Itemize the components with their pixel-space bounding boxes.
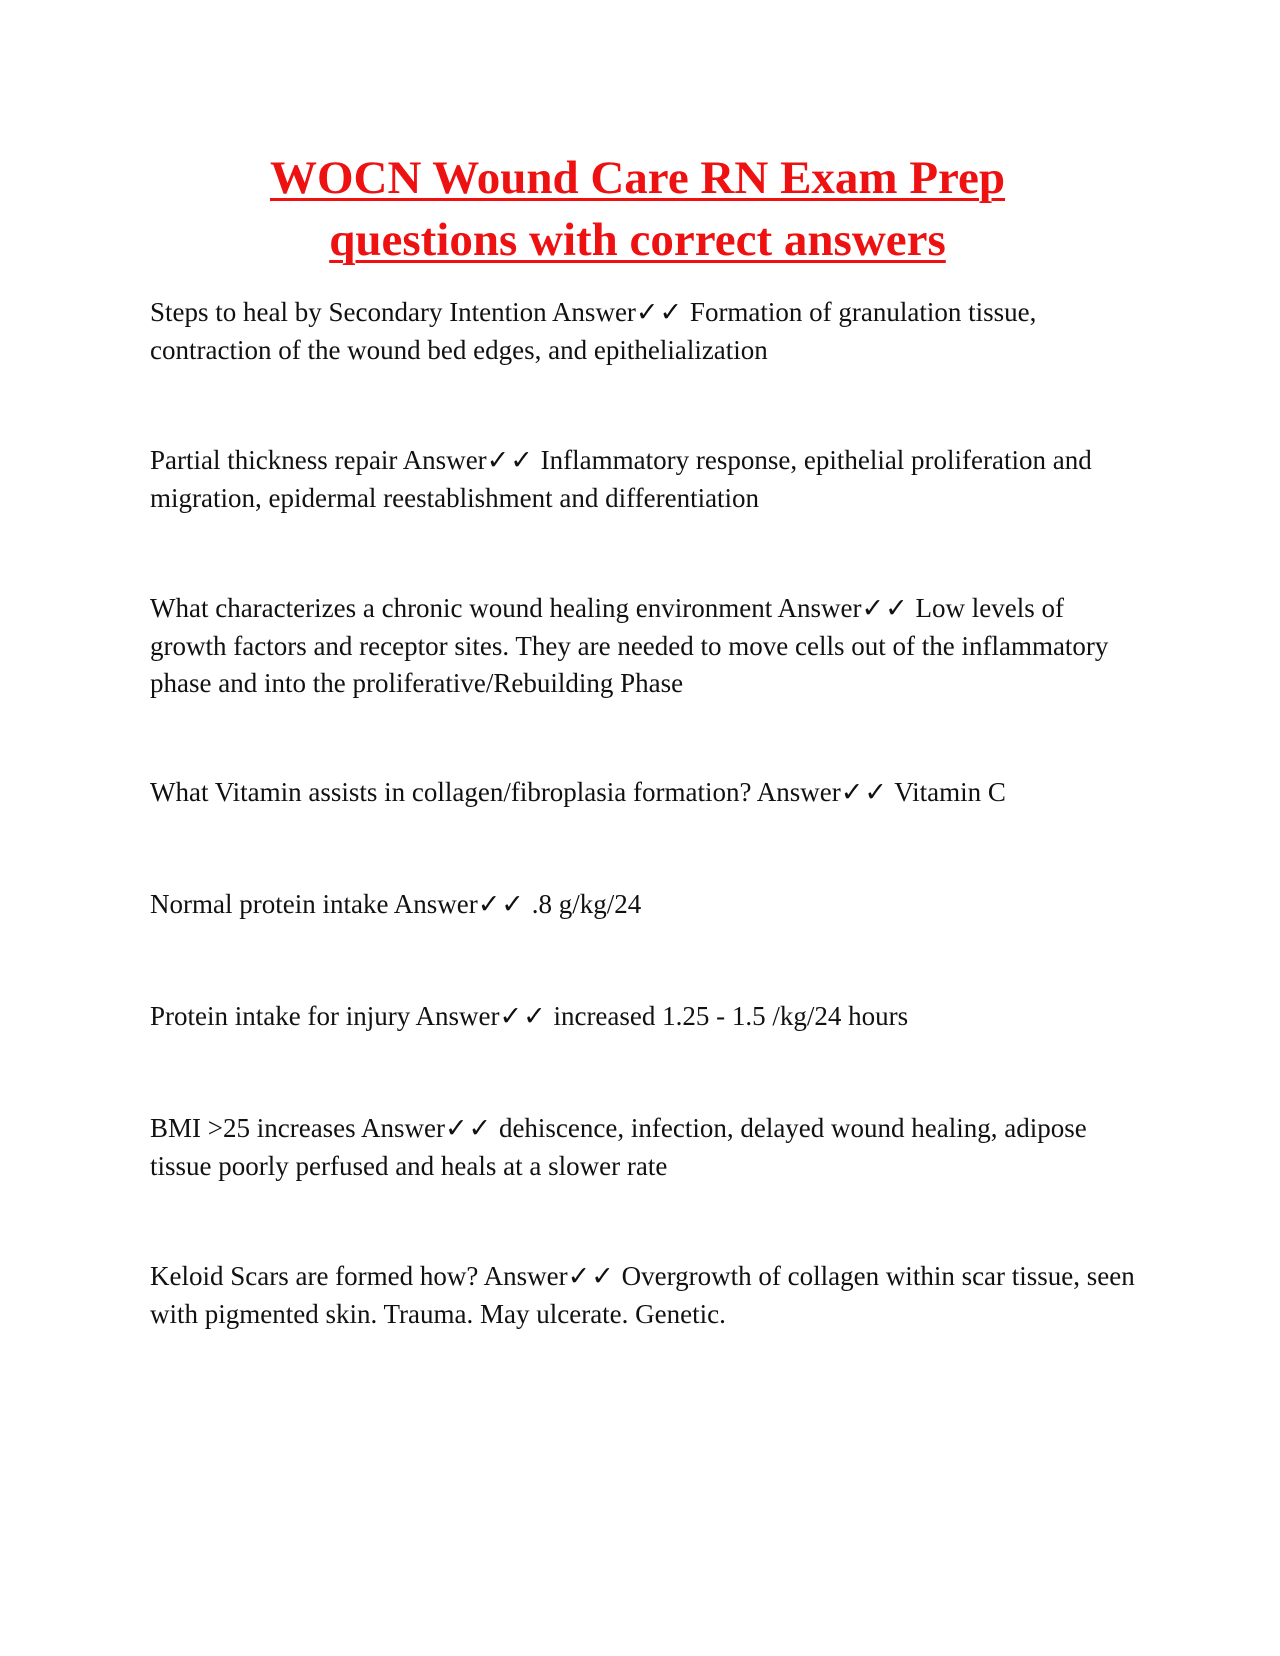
title-line-2: questions with correct answers [329,214,946,266]
answer-label: Answer [393,889,478,919]
answer-text: Vitamin C [894,777,1006,807]
check-marks: ✓✓ [477,889,525,919]
answer-text: dehiscence, infection, delayed wound healing, adipose tissue poorly perfused and heals at a slower rate [150,1113,1087,1181]
question-text: What Vitamin assists in collagen/fibroplasia formation? [150,777,752,807]
check-marks: ✓✓ [635,297,684,327]
document-title [150,147,1125,271]
qa-item-7 [150,1110,1135,1185]
check-marks: ✓✓ [486,445,534,475]
answer-label: Answer [551,297,636,327]
question-text: Partial thickness repair [150,445,398,475]
check-marks: ✓✓ [499,1001,547,1031]
qa-item-1 [150,294,1135,369]
check-marks: ✓✓ [444,1113,493,1143]
answer-text: Overgrowth of collagen within scar tissue, seen with pigmented skin. Trauma. May ulcerate. Genetic. [150,1261,1135,1329]
answer-label: Answer [756,777,841,807]
qa-item-5 [150,886,1135,924]
question-text: Normal protein intake [150,889,389,919]
answer-text: Low levels of growth factors and receptor sites. They are needed to move cells out of the inflammatory phase and into the proliferative/Rebuilding Phase [150,593,1109,698]
qa-item-3 [150,590,1135,703]
question-text: Steps to heal by Secondary Intention [150,297,547,327]
answer-text: Formation of granulation tissue, contraction of the wound bed edges, and epithelialization [150,297,1037,365]
question-text: BMI >25 increases [150,1113,356,1143]
check-marks: ✓✓ [567,1261,615,1291]
answer-label: Answer [402,445,487,475]
qa-item-2 [150,442,1135,517]
answer-label: Answer [777,593,862,623]
question-text: Keloid Scars are formed how? [150,1261,479,1291]
question-text: Protein intake for injury [150,1001,411,1031]
answer-label: Answer [415,1001,500,1031]
answer-text: Inflammatory response, epithelial proliferation and migration, epidermal reestablishment and differentiation [150,445,1092,513]
qa-item-6 [150,998,1135,1036]
check-marks: ✓✓ [861,593,909,623]
answer-text: .8 g/kg/24 [531,889,642,919]
qa-item-8 [150,1258,1135,1333]
qa-item-4 [150,774,1135,812]
answer-text: increased 1.25 - 1.5 /kg/24 hours [553,1001,909,1031]
check-marks: ✓✓ [840,777,888,807]
answer-label: Answer [360,1113,445,1143]
answer-label: Answer [483,1261,568,1291]
title-line-1: WOCN Wound Care RN Exam Prep [269,152,1006,204]
question-text: What characterizes a chronic wound healing environment [150,593,773,623]
